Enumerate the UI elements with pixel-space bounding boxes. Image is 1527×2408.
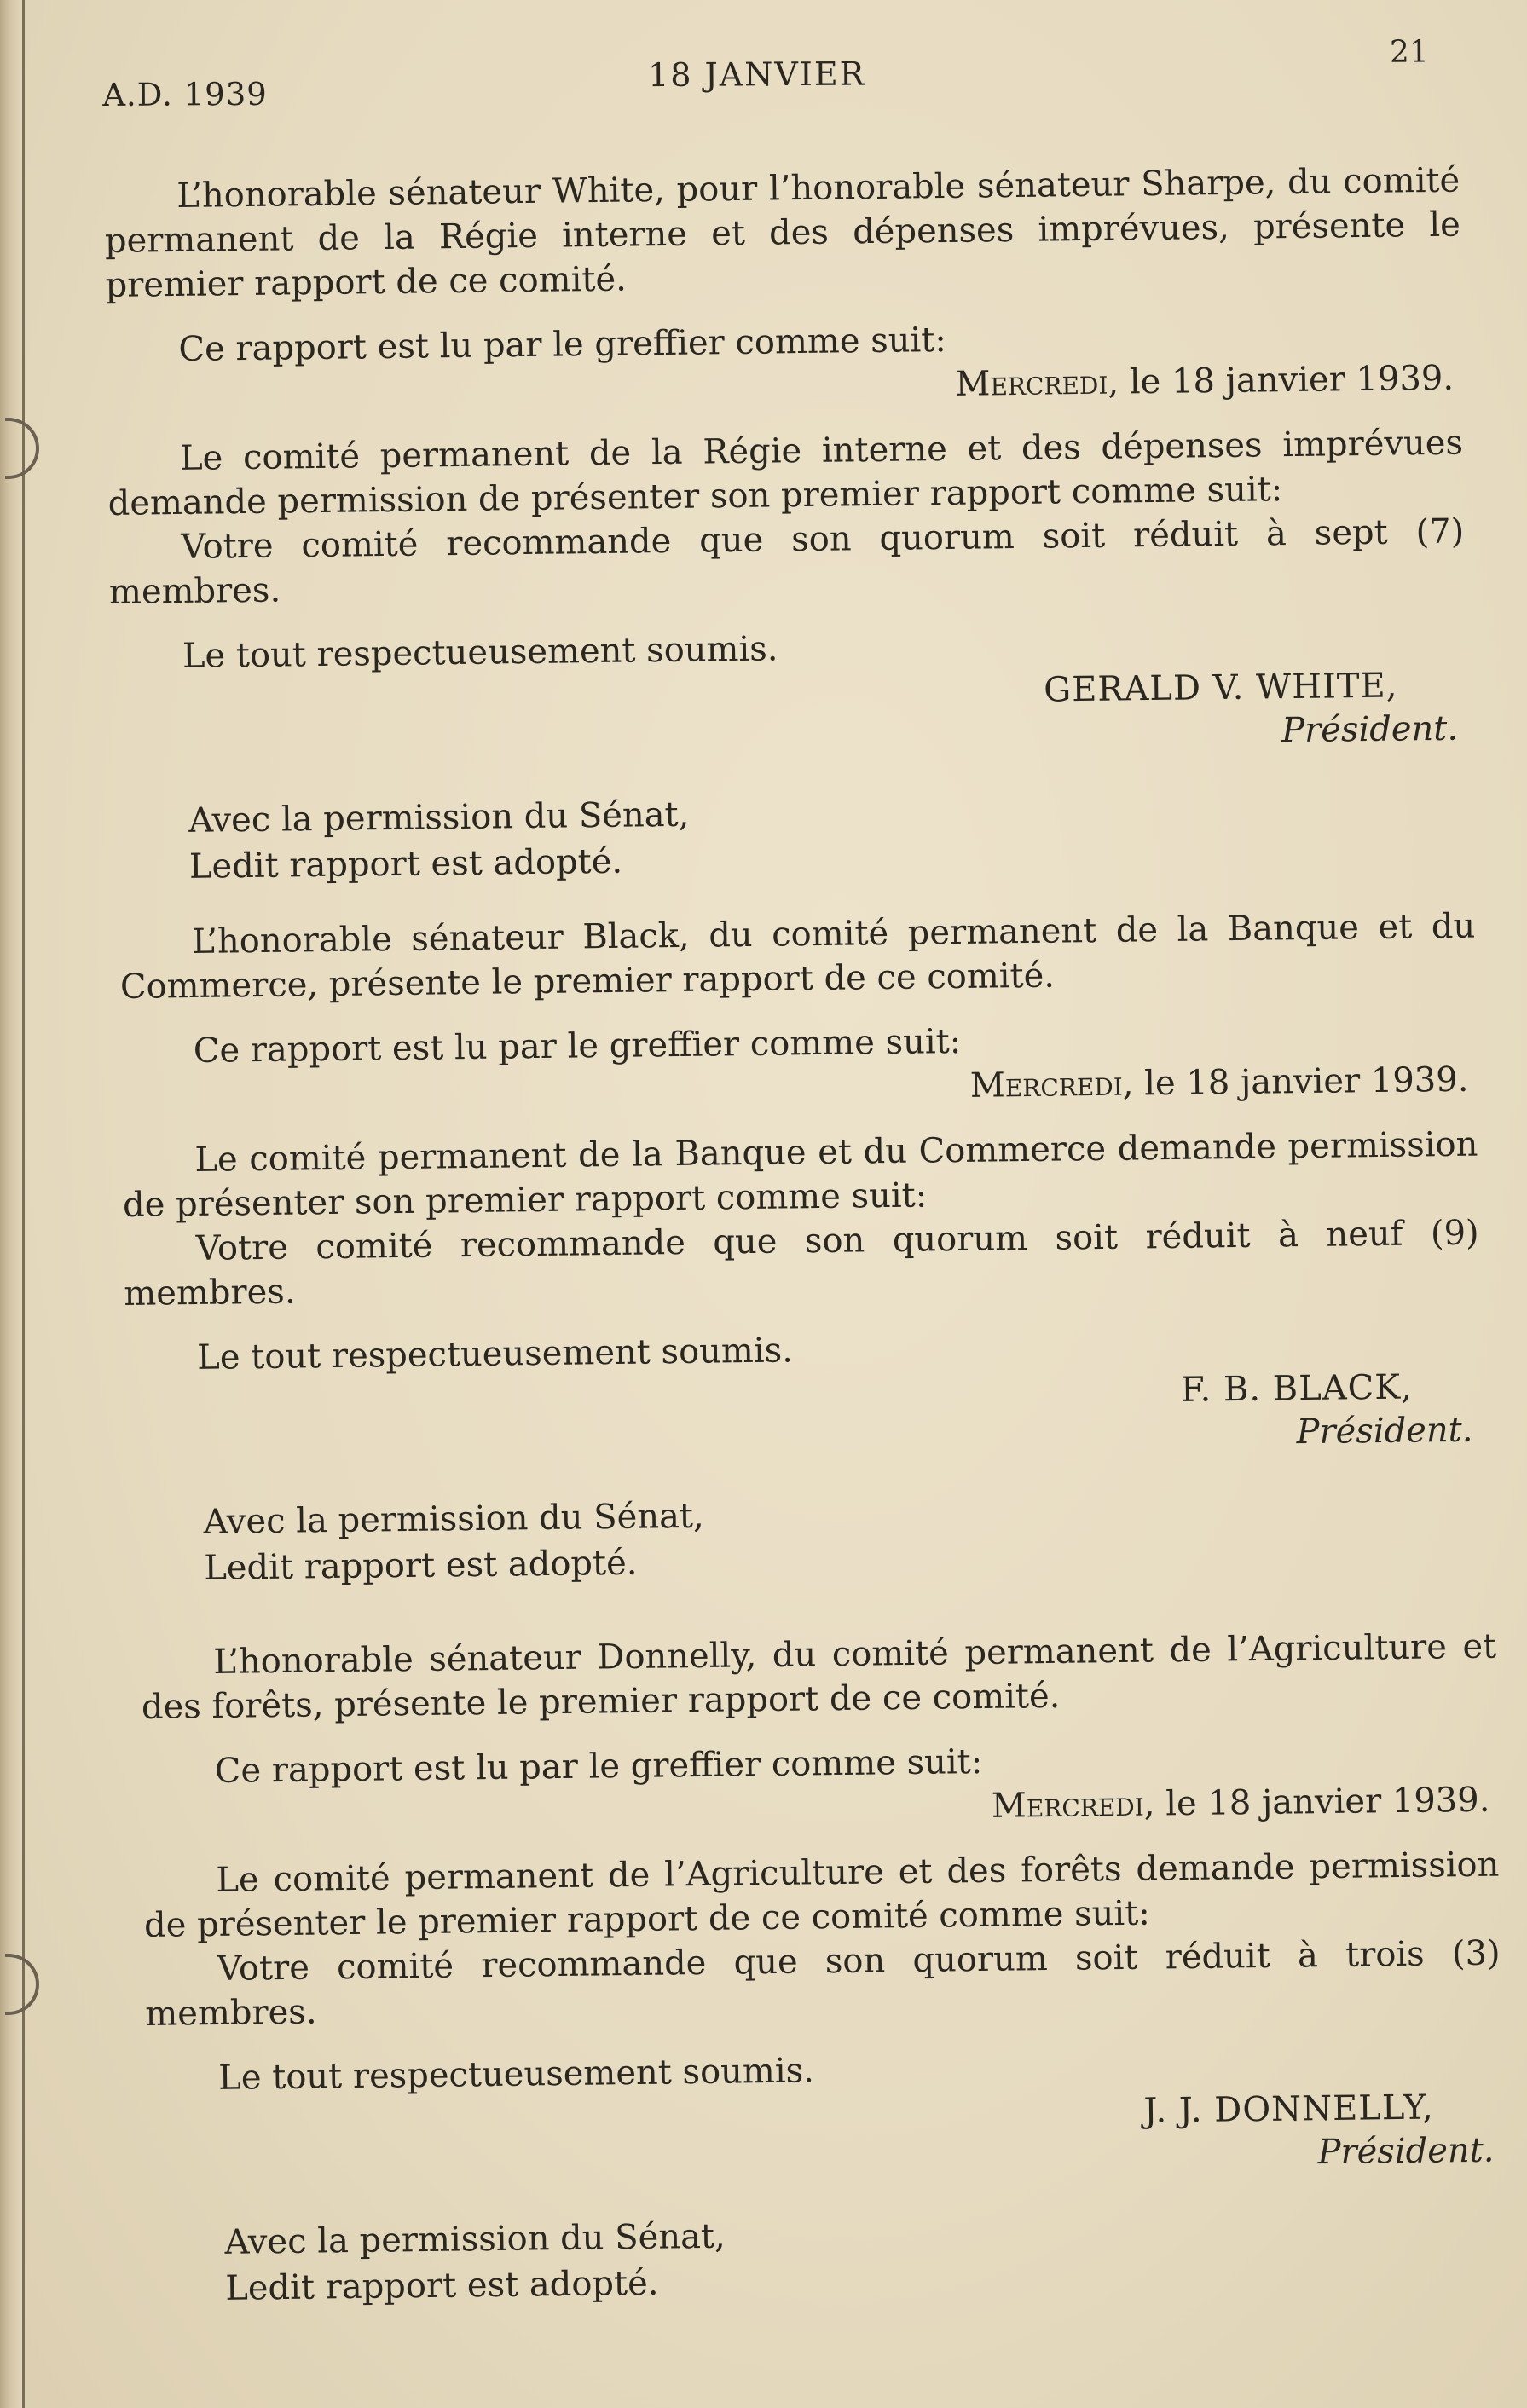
- report-date-day: Mercredi: [969, 1064, 1124, 1106]
- report-intro: L’honorable sénateur Donnelly, du comité permanent de l’Agriculture et des forêts, présente le premier rapport de ce comité.: [141, 1626, 1497, 1727]
- report-signer-title: Président.: [1281, 708, 1459, 751]
- report-closing: Le tout respectueusement soumis.: [196, 1331, 794, 1377]
- report-date-rest: , le 18 janvier 1939.: [1108, 358, 1455, 402]
- report-signer-title: Président.: [1317, 2130, 1495, 2173]
- report-section-3: [141, 1625, 1505, 2313]
- binding-hole-bottom: [5, 1954, 39, 2015]
- report-signer: J. J. DONNELLY,: [1143, 2088, 1435, 2131]
- report-approval-1: Avec la permission du Sénat,: [188, 794, 690, 840]
- report-read-line: Ce rapport est lu par le greffier comme suit:: [178, 320, 947, 369]
- report-approval-1: Avec la permission du Sénat,: [224, 2216, 726, 2262]
- report-recommendation: Votre comité recommande que son quorum soit réduit à neuf (9) membres.: [124, 1213, 1479, 1314]
- report-body: Le comité permanent de l’Agriculture et des forêts demande permission de présenter le premier rapport de ce comité comme suit:: [143, 1845, 1500, 1945]
- report-body: Le comité permanent de la Banque et du Commerce demande permission de présenter son premier rapport comme suit:: [122, 1124, 1478, 1225]
- report-section-2: [119, 904, 1484, 1592]
- report-approval-2: Ledit rapport est adopté.: [188, 841, 623, 886]
- page-binding-edge: [0, 0, 25, 2408]
- report-closing: Le tout respectueusement soumis.: [182, 629, 778, 676]
- report-approval-2: Ledit rapport est adopté.: [204, 1543, 638, 1588]
- report-signer: GERALD V. WHITE,: [1043, 666, 1398, 710]
- report-signer-title: Président.: [1296, 1410, 1473, 1452]
- report-signer: F. B. BLACK,: [1180, 1367, 1414, 1410]
- report-read-line: Ce rapport est lu par le greffier comme suit:: [193, 1021, 962, 1071]
- page-number: 21: [1389, 34, 1429, 70]
- report-date-rest: , le 18 janvier 1939.: [1122, 1060, 1469, 1104]
- report-recommendation: Votre comité recommande que son quorum soit réduit à sept (7) membres.: [108, 511, 1465, 612]
- header-date: 18 JANVIER: [647, 55, 866, 95]
- report-recommendation: Votre comité recommande que son quorum soit réduit à trois (3) membres.: [145, 1933, 1501, 2034]
- report-approval-2: Ledit rapport est adopté.: [225, 2263, 659, 2308]
- report-date-rest: , le 18 janvier 1939.: [1143, 1780, 1490, 1824]
- report-closing: Le tout respectueusement soumis.: [217, 2051, 815, 2098]
- report-intro: L’honorable sénateur White, pour l’honorable sénateur Sharpe, du comité permanent de la Régie interne et des dépenses imprévues, présente le premier rapport de ce comité.: [104, 160, 1461, 305]
- report-body: Le comité permanent de la Régie interne et des dépenses imprévues demande permission de présenter son premier rapport comme suit:: [107, 423, 1464, 523]
- report-date-day: Mercredi: [955, 362, 1108, 404]
- report-section-1: [104, 159, 1468, 891]
- report-approval-1: Avec la permission du Sénat,: [203, 1496, 704, 1542]
- page-header: [102, 34, 1449, 119]
- report-intro: L’honorable sénateur Black, du comité permanent de la Banque et du Commerce, présente le premier rapport de ce comité.: [119, 906, 1476, 1007]
- header-year: A.D. 1939: [102, 75, 268, 113]
- report-read-line: Ce rapport est lu par le greffier comme suit:: [214, 1741, 983, 1791]
- binding-hole-top: [5, 418, 39, 479]
- report-date-day: Mercredi: [991, 1784, 1145, 1826]
